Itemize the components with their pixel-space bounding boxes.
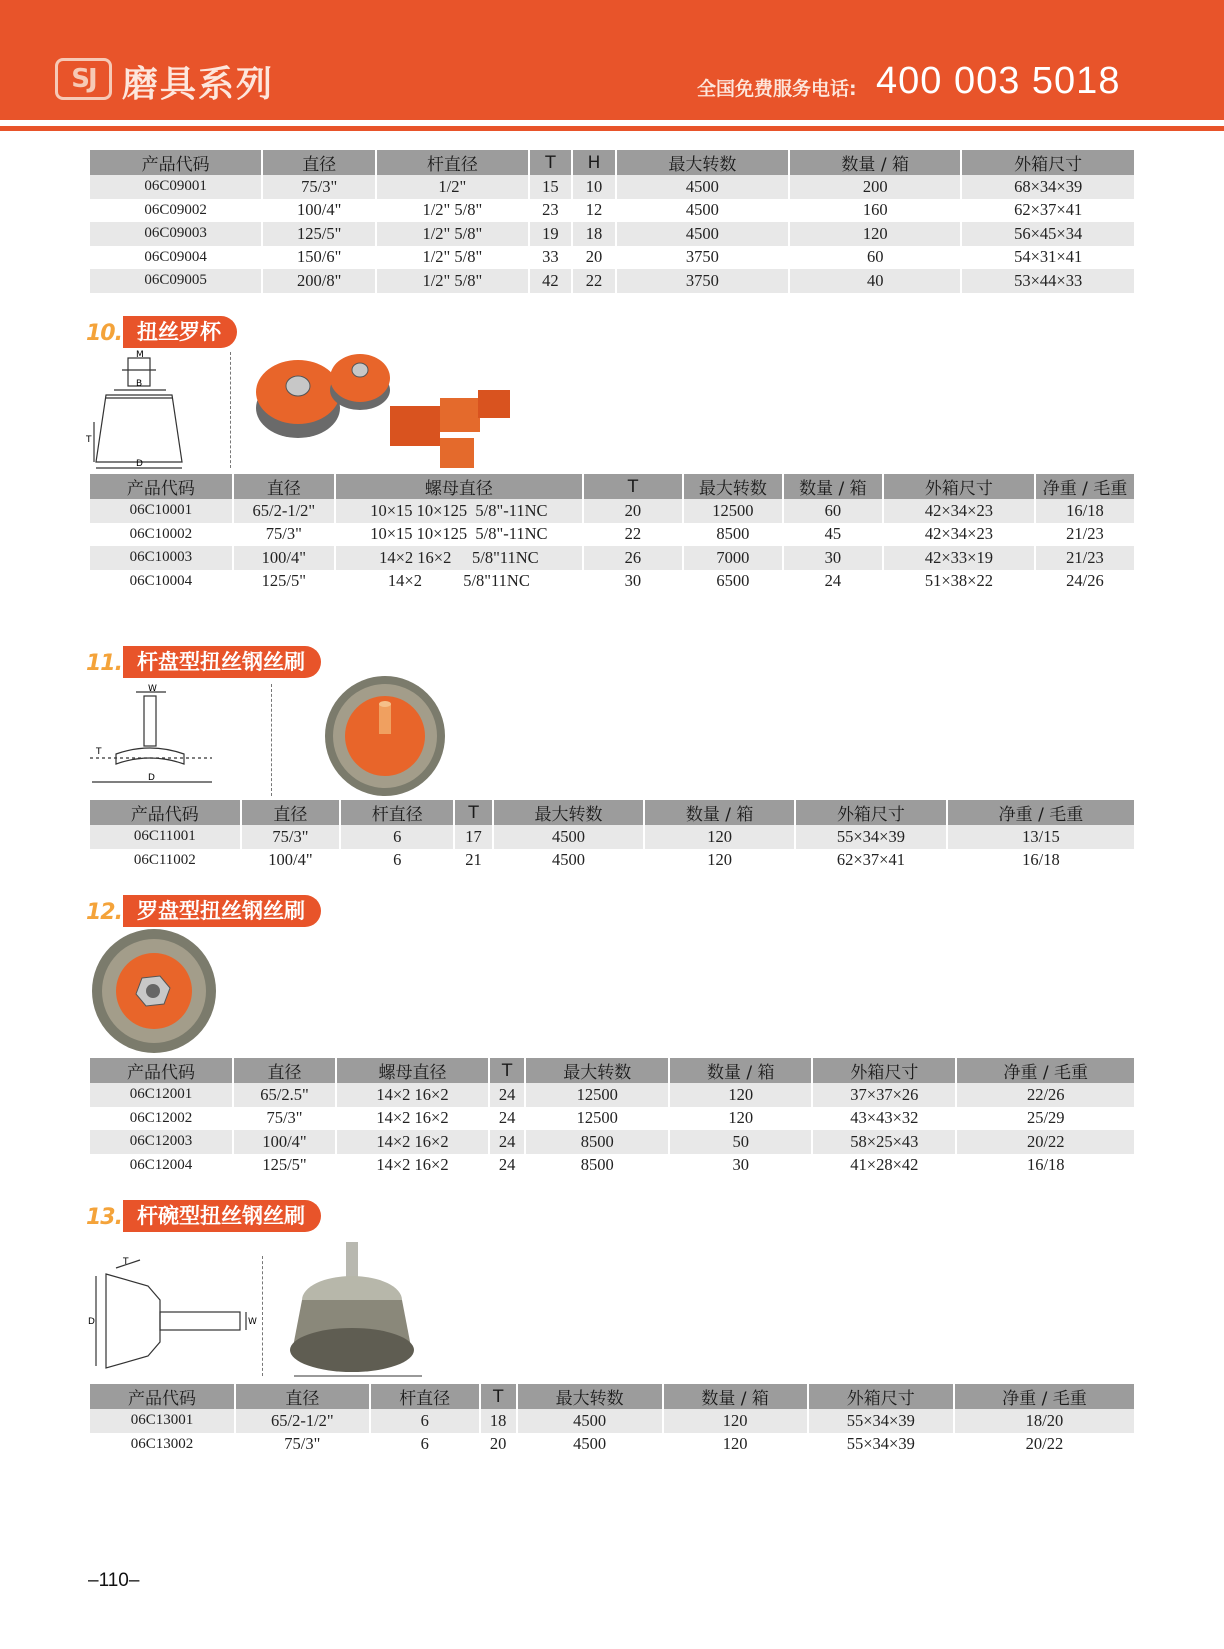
cup-shank-brush-diagram — [88, 1256, 258, 1376]
column-header: 净重 / 毛重 — [955, 1384, 1134, 1409]
table-cell: 6 — [420, 1434, 429, 1454]
table-cell: 65/2-1/2" — [234, 499, 334, 523]
column-header: T — [490, 1058, 524, 1083]
table-cell: 12500 — [684, 499, 782, 523]
diagram-label-w: W — [248, 1317, 257, 1327]
table-cell: 06C10002 — [129, 525, 193, 542]
table-cell: 06C11001 — [90, 825, 240, 849]
header-underline — [0, 126, 1224, 131]
column-header: 净重 / 毛重 — [948, 800, 1134, 825]
section-13-title: 杆碗型扭丝钢丝刷 — [123, 1200, 321, 1232]
column-header: 螺母直径 — [336, 474, 582, 499]
table-cell: 06C12002 — [129, 1109, 193, 1126]
table-cell: 4500 — [518, 1409, 662, 1433]
brand-logo — [55, 58, 112, 100]
table-cell: 10 — [573, 175, 615, 199]
table-cell: 30 — [624, 571, 642, 591]
table-cell: 65/2.5" — [234, 1083, 335, 1107]
column-header: 数量 / 箱 — [790, 150, 960, 175]
table-row — [90, 1154, 1134, 1178]
section-11-title: 杆盘型扭丝钢丝刷 — [123, 646, 321, 678]
column-header: H — [573, 150, 615, 175]
table-cell: 21/23 — [1066, 524, 1104, 544]
column-header: 外箱尺寸 — [809, 1384, 953, 1409]
table-cell: 14×2 16×2 — [337, 1083, 488, 1107]
table-header-row — [90, 150, 1134, 175]
table-row — [90, 1433, 1134, 1457]
column-header: 产品代码 — [90, 1384, 234, 1409]
table-header-row — [90, 800, 1134, 825]
table-cell: 53×44×33 — [962, 269, 1134, 293]
table-cell: 100/4" — [297, 200, 342, 220]
table-row — [90, 499, 1134, 523]
table-cell: 42×34×23 — [924, 524, 993, 544]
table-cell: 1/2" 5/8" — [377, 222, 528, 246]
table-cell: 20 — [489, 1434, 507, 1454]
spec-table-section-12 — [88, 1058, 1136, 1177]
disc-brush-diagram — [88, 684, 228, 794]
section-12-number: 12. — [86, 900, 122, 925]
table-cell: 33 — [542, 247, 559, 267]
table-cell: 1/2" 5/8" — [422, 247, 483, 267]
table-cell: 50 — [670, 1130, 811, 1154]
hotline-label: 全国免费服务电话: — [697, 78, 857, 100]
table-cell: 120 — [670, 1083, 811, 1107]
table-cell: 3750 — [685, 247, 719, 267]
table-cell: 100/4" — [268, 850, 313, 870]
table-cell: 55×34×39 — [796, 825, 946, 849]
column-header: 最大转数 — [684, 474, 782, 499]
page-number: –110– — [88, 1570, 140, 1591]
table-cell: 12500 — [576, 1108, 618, 1128]
table-cell: 42×33×19 — [884, 546, 1034, 570]
table-cell: 4500 — [617, 222, 788, 246]
diagram-label-t: T — [86, 435, 92, 445]
table-cell: 160 — [862, 200, 888, 220]
cup-brush-photo — [250, 346, 520, 471]
table-cell: 45 — [824, 524, 842, 544]
column-header: 产品代码 — [90, 474, 232, 499]
table-cell: 06C09004 — [144, 248, 207, 265]
table-cell: 8500 — [526, 1130, 668, 1154]
table-cell: 06C12001 — [90, 1083, 232, 1107]
table-row — [90, 1130, 1134, 1154]
column-header: 最大转数 — [617, 150, 788, 175]
table-cell: 75/3" — [266, 1108, 303, 1128]
column-header: 直径 — [242, 800, 340, 825]
table-row — [90, 175, 1134, 199]
table-cell: 20/22 — [1025, 1434, 1064, 1454]
table-cell: 125/5" — [263, 222, 375, 246]
table-cell: 4500 — [552, 850, 586, 870]
table-cell: 06C13001 — [90, 1409, 234, 1433]
table-row — [90, 1083, 1134, 1107]
table-cell: 200 — [790, 175, 960, 199]
column-header: 外箱尺寸 — [813, 1058, 955, 1083]
table-cell: 54×31×41 — [1014, 247, 1083, 267]
table-row — [90, 825, 1134, 849]
spec-table-section-11 — [88, 800, 1136, 872]
table-cell: 12500 — [526, 1083, 668, 1107]
column-header: 数量 / 箱 — [664, 1384, 807, 1409]
table-cell: 65/2-1/2" — [236, 1409, 369, 1433]
table-row — [90, 199, 1134, 223]
column-header: T — [481, 1384, 516, 1409]
spec-table-section-10 — [88, 474, 1136, 593]
table-cell: 6 — [341, 825, 453, 849]
column-header: 数量 / 箱 — [670, 1058, 811, 1083]
section-13-number: 13. — [86, 1205, 122, 1230]
table-cell: 100/4" — [234, 1130, 335, 1154]
column-header: 数量 / 箱 — [784, 474, 882, 499]
table-cell: 15 — [530, 175, 572, 199]
table-cell: 18 — [573, 222, 615, 246]
column-header: 产品代码 — [90, 800, 240, 825]
table-cell: 7000 — [684, 546, 782, 570]
table-cell: 75/3" — [265, 524, 302, 544]
table-cell: 26 — [584, 546, 682, 570]
diagram-label-b: B — [136, 379, 143, 389]
table-cell: 56×45×34 — [962, 222, 1134, 246]
table-cell: 20 — [585, 247, 603, 267]
table-cell: 16/18 — [1022, 850, 1060, 870]
column-header: 最大转数 — [494, 800, 644, 825]
table-cell: 200/8" — [263, 269, 375, 293]
table-cell: 14×2 16×2 — [337, 1130, 488, 1154]
table-cell: 120 — [728, 1108, 754, 1128]
table-cell: 06C13002 — [130, 1435, 194, 1452]
table-row — [90, 1107, 1134, 1131]
column-header: 产品代码 — [90, 150, 261, 175]
column-header: T — [455, 800, 491, 825]
table-cell: 20 — [584, 499, 682, 523]
column-header: 最大转数 — [518, 1384, 662, 1409]
column-header: T — [584, 474, 682, 499]
series-title: 磨具系列 — [122, 64, 275, 105]
table-cell: 62×37×41 — [836, 850, 905, 870]
column-header: 杆直径 — [341, 800, 453, 825]
table-cell: 125/5" — [262, 1155, 307, 1175]
column-header: 直径 — [234, 474, 334, 499]
table-cell: 24 — [498, 1108, 516, 1128]
section-11-number: 11. — [86, 651, 122, 676]
table-cell: 06C09001 — [90, 175, 261, 199]
table-cell: 58×25×43 — [813, 1130, 955, 1154]
table-cell: 06C11002 — [133, 851, 196, 868]
table-cell: 62×37×41 — [1014, 200, 1083, 220]
table-cell: 41×28×42 — [850, 1155, 919, 1175]
table-row — [90, 849, 1134, 873]
table-cell: 24 — [824, 571, 842, 591]
table-cell: 23 — [542, 200, 559, 220]
table-row — [90, 546, 1134, 570]
table-cell: 25/29 — [1026, 1108, 1065, 1128]
column-header: 净重 / 毛重 — [957, 1058, 1134, 1083]
table-row — [90, 1409, 1134, 1433]
table-cell: 14×2 16×2 — [376, 1155, 449, 1175]
table-cell: 14×2 5/8"11NC — [387, 571, 530, 591]
section-10-number: 10. — [86, 321, 122, 346]
column-header: 数量 / 箱 — [645, 800, 794, 825]
column-header: 最大转数 — [526, 1058, 668, 1083]
diagram-label-d: D — [136, 459, 143, 469]
table-header-row — [90, 474, 1134, 499]
column-header: 净重 / 毛重 — [1036, 474, 1134, 499]
table-cell: 120 — [664, 1409, 807, 1433]
divider-dashed — [271, 684, 272, 796]
table-cell: 120 — [722, 1434, 748, 1454]
table-cell: 06C09005 — [90, 269, 261, 293]
table-cell: 4500 — [494, 825, 644, 849]
table-cell: 42 — [530, 269, 572, 293]
table-cell: 30 — [784, 546, 882, 570]
table-cell: 1/2" 5/8" — [377, 269, 528, 293]
table-cell: 06C09002 — [144, 201, 207, 218]
column-header: 杆直径 — [371, 1384, 479, 1409]
table-cell: 75/3" — [263, 175, 375, 199]
table-cell: 51×38×22 — [924, 571, 993, 591]
table-row — [90, 570, 1134, 594]
column-header: 外箱尺寸 — [884, 474, 1034, 499]
table-cell: 60 — [866, 247, 884, 267]
table-cell: 43×43×32 — [850, 1108, 919, 1128]
table-cell: 6500 — [716, 571, 750, 591]
table-cell: 4500 — [685, 200, 719, 220]
cup-shank-brush-photo — [282, 1240, 422, 1380]
spec-table-top — [88, 150, 1136, 293]
divider-dashed — [262, 1256, 263, 1376]
table-cell: 17 — [455, 825, 491, 849]
table-cell: 3750 — [617, 269, 788, 293]
table-cell: 68×34×39 — [962, 175, 1134, 199]
table-cell: 10×15 10×125 5/8"-11NC — [370, 524, 548, 544]
table-cell: 10×15 10×125 5/8"-11NC — [336, 499, 582, 523]
table-cell: 20/22 — [957, 1130, 1134, 1154]
table-cell: 16/18 — [1026, 1155, 1065, 1175]
cup-brush-diagram — [86, 350, 196, 470]
spec-table-section-13 — [88, 1384, 1136, 1456]
table-cell: 6 — [371, 1409, 479, 1433]
table-cell: 06C12003 — [90, 1130, 232, 1154]
table-cell: 16/18 — [1036, 499, 1134, 523]
table-cell: 22/26 — [957, 1083, 1134, 1107]
table-cell: 18/20 — [955, 1409, 1134, 1433]
table-cell: 06C10001 — [90, 499, 232, 523]
table-cell: 1/2" — [377, 175, 528, 199]
table-cell: 1/2" 5/8" — [422, 200, 483, 220]
divider-dashed — [230, 352, 231, 468]
table-cell: 13/15 — [948, 825, 1134, 849]
table-cell: 06C10003 — [90, 546, 232, 570]
table-cell: 6 — [393, 850, 402, 870]
table-cell: 150/6" — [297, 247, 342, 267]
column-header: 直径 — [236, 1384, 369, 1409]
table-cell: 19 — [530, 222, 572, 246]
table-header-row — [90, 1058, 1134, 1083]
section-12-title: 罗盘型扭丝钢丝刷 — [123, 895, 321, 927]
table-row — [90, 222, 1134, 246]
column-header: 杆直径 — [377, 150, 528, 175]
table-cell: 55×34×39 — [809, 1409, 953, 1433]
column-header: 外箱尺寸 — [796, 800, 946, 825]
table-row — [90, 246, 1134, 270]
diagram-label-d: D — [148, 773, 155, 783]
table-cell: 24 — [490, 1130, 524, 1154]
diagram-label-d: D — [88, 1317, 95, 1327]
column-header: 直径 — [234, 1058, 335, 1083]
table-cell: 120 — [645, 825, 794, 849]
table-cell: 120 — [707, 850, 733, 870]
diagram-label-t: T — [96, 747, 102, 757]
table-cell: 4500 — [617, 175, 788, 199]
table-cell: 14×2 16×2 — [376, 1108, 449, 1128]
table-cell: 4500 — [573, 1434, 607, 1454]
table-cell: 55×34×39 — [846, 1434, 915, 1454]
table-cell: 75/3" — [284, 1434, 321, 1454]
table-cell: 06C12004 — [129, 1156, 193, 1173]
table-cell: 8500 — [580, 1155, 614, 1175]
table-cell: 100/4" — [234, 546, 334, 570]
column-header: 螺母直径 — [337, 1058, 488, 1083]
table-cell: 120 — [790, 222, 960, 246]
hotline-number: 400 003 5018 — [876, 60, 1121, 102]
column-header: 外箱尺寸 — [962, 150, 1134, 175]
table-cell: 21/23 — [1036, 546, 1134, 570]
table-cell: 06C09003 — [90, 222, 261, 246]
table-cell: 12 — [585, 200, 603, 220]
table-cell: 75/3" — [242, 825, 340, 849]
table-cell: 22 — [624, 524, 642, 544]
table-cell: 125/5" — [261, 571, 306, 591]
table-cell: 37×37×26 — [813, 1083, 955, 1107]
table-cell: 06C10004 — [129, 572, 193, 589]
table-cell: 30 — [732, 1155, 750, 1175]
section-10-title: 扭丝罗杯 — [123, 316, 237, 348]
nut-disc-brush-photo — [88, 928, 220, 1054]
table-cell: 24 — [490, 1083, 524, 1107]
table-header-row — [90, 1384, 1134, 1409]
table-row — [90, 523, 1134, 547]
table-cell: 21 — [465, 850, 482, 870]
diagram-label-t: T — [123, 1257, 129, 1267]
table-cell: 24/26 — [1066, 571, 1104, 591]
column-header: 直径 — [263, 150, 375, 175]
table-cell: 22 — [573, 269, 615, 293]
table-row — [90, 269, 1134, 293]
column-header: T — [530, 150, 572, 175]
table-cell: 24 — [498, 1155, 516, 1175]
table-cell: 40 — [790, 269, 960, 293]
table-cell: 18 — [481, 1409, 516, 1433]
column-header: 产品代码 — [90, 1058, 232, 1083]
table-cell: 42×34×23 — [884, 499, 1034, 523]
diagram-label-m: M — [136, 350, 144, 360]
table-cell: 8500 — [716, 524, 750, 544]
diagram-label-w: W — [148, 684, 157, 694]
table-cell: 60 — [784, 499, 882, 523]
logo-text: SJ — [71, 64, 96, 94]
disc-brush-photo — [318, 674, 452, 798]
table-cell: 14×2 16×2 5/8"11NC — [336, 546, 582, 570]
